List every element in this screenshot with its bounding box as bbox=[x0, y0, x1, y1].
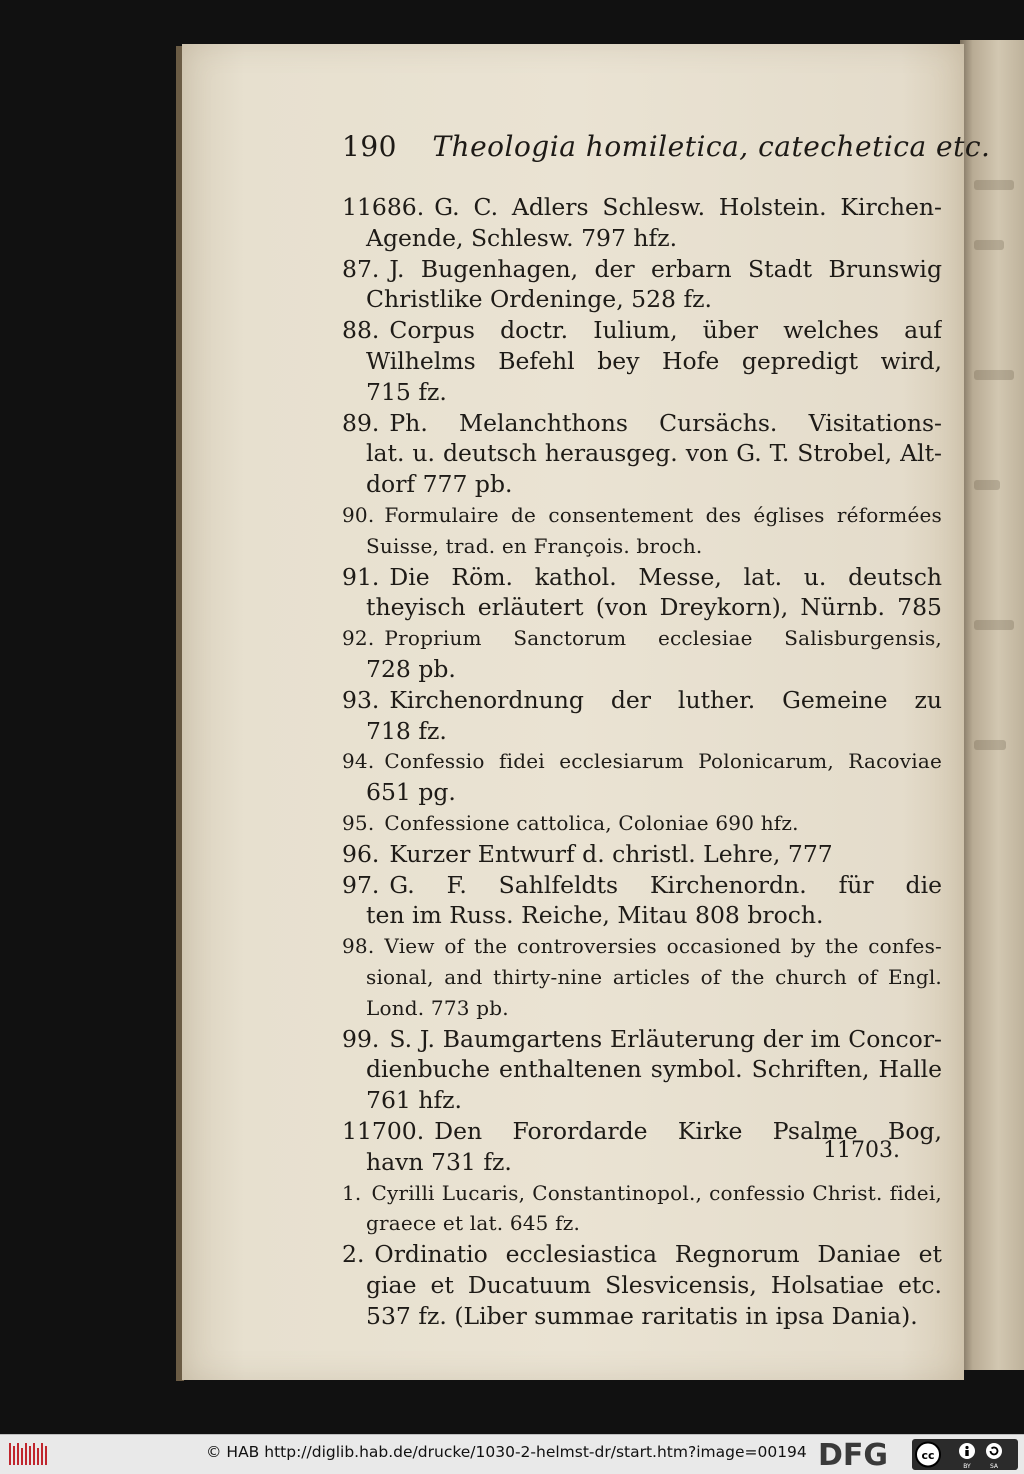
catalog-entry bbox=[342, 500, 942, 562]
entry-text: 728 pb. bbox=[366, 654, 456, 683]
cc-by-sa-icon[interactable] bbox=[912, 1439, 1018, 1470]
hab-barcode-logo bbox=[8, 1441, 48, 1467]
entry-number: 1. bbox=[342, 1180, 362, 1205]
entry-text: Cyrilli Lucaris, Constantinopol., confessio Christ. fidei, bbox=[371, 1180, 942, 1205]
dfg-logo bbox=[818, 1439, 910, 1469]
entry-number: 97. bbox=[342, 870, 380, 899]
svg-text:DFG: DFG bbox=[818, 1439, 889, 1469]
catalog-entry bbox=[342, 562, 942, 624]
entry-number: 90. bbox=[342, 502, 375, 527]
entry-text: Die Röm. kathol. Messe, lat. u. deutsch bbox=[389, 562, 942, 591]
entry-text: 718 fz. bbox=[366, 716, 447, 745]
copyright-link[interactable]: © HAB http://diglib.hab.de/drucke/1030-2-helmst-dr/start.htm?image=00194 bbox=[206, 1443, 807, 1461]
entry-number: 88. bbox=[342, 316, 380, 345]
viewer-footer bbox=[0, 1434, 1024, 1474]
entry-text: Ph. Melanchthons Cursächs. Visitations- bbox=[389, 408, 942, 437]
catchword: 11703. bbox=[823, 1138, 900, 1163]
catalog-entry bbox=[342, 870, 942, 932]
entry-text: J. Bugenhagen, der erbarn Stadt Brunswig bbox=[389, 254, 942, 283]
entry-number: 89. bbox=[342, 408, 380, 437]
entry-text: Agende, Schlesw. 797 hfz. bbox=[366, 223, 678, 252]
entry-text: View of the controversies occasioned by the confes- bbox=[384, 934, 942, 959]
entry-text: G. F. Sahlfeldts Kirchenordn. für die bbox=[389, 870, 942, 899]
catalog-entry bbox=[342, 1239, 942, 1331]
entry-text: S. J. Baumgartens Erläuterung der im Concor- bbox=[389, 1024, 942, 1053]
entry-text: havn 731 fz. bbox=[366, 1147, 512, 1176]
catalog-entry bbox=[342, 254, 942, 316]
entry-text: lat. u. deutsch herausgeg. von G. T. Strobel, Alt- bbox=[366, 439, 942, 468]
entry-text: 537 fz. (Liber summae raritatis in ipsa Dania). bbox=[366, 1301, 918, 1330]
entry-text: ten im Russ. Reiche, Mitau 808 broch. bbox=[366, 901, 824, 930]
entry-number: 96. bbox=[342, 839, 380, 868]
entry-text: giae et Ducatuum Slesvicensis, Holsatiae etc. bbox=[366, 1270, 942, 1299]
svg-text:BY: BY bbox=[963, 1463, 971, 1470]
entry-text: 715 fz. bbox=[366, 377, 447, 406]
entry-text: graece et lat. 645 fz. bbox=[366, 1211, 581, 1236]
entry-number: 95. bbox=[342, 810, 375, 835]
catalog-entry bbox=[342, 408, 942, 500]
entry-text: 651 pg. bbox=[366, 778, 456, 807]
entry-text: Kirchenordnung der luther. Gemeine zu bbox=[389, 685, 942, 714]
entry-text: Corpus doctr. Iulium, über welches auf bbox=[389, 316, 942, 345]
catalog-entry bbox=[342, 839, 942, 870]
running-header bbox=[342, 130, 990, 163]
entry-number: 93. bbox=[342, 685, 380, 714]
catalog-entry bbox=[342, 746, 942, 808]
catalog-entry bbox=[342, 808, 942, 839]
entry-text: Confessio fidei ecclesiarum Polonicarum, Racoviae bbox=[384, 749, 942, 774]
entry-text: dienbuche enthaltenen symbol. Schriften, Halle bbox=[366, 1055, 942, 1084]
entry-number: 11686. bbox=[342, 193, 425, 221]
catalog-entry bbox=[342, 931, 942, 1023]
entry-number: 11700. bbox=[342, 1116, 425, 1145]
entry-text: Formulaire de consentement des églises réformées bbox=[384, 502, 942, 527]
entry-text: Kurzer Entwurf d. christl. Lehre, 777 bbox=[389, 839, 833, 868]
entry-text: dorf 777 pb. bbox=[366, 470, 513, 499]
entry-text: Ordinatio ecclesiastica Regnorum Daniae et bbox=[374, 1240, 942, 1269]
catalog-entry bbox=[342, 1024, 942, 1116]
running-title: Theologia homiletica, catechetica etc. bbox=[432, 130, 991, 163]
entry-text: theyisch erläutert (von Dreykorn), Nürnb. 785 bbox=[366, 593, 942, 622]
entry-text: Proprium Sanctorum ecclesiae Salisburgensis, bbox=[384, 626, 942, 651]
entry-number: 87. bbox=[342, 254, 380, 283]
entry-number: 2. bbox=[342, 1240, 365, 1269]
entry-text: G. C. Adlers Schlesw. Holstein. Kirchen- bbox=[434, 193, 942, 221]
entry-text: 761 hfz. bbox=[366, 1086, 463, 1115]
svg-text:SA: SA bbox=[989, 1463, 999, 1470]
entry-text: Wilhelms Befehl bey Hofe gepredigt wird, bbox=[366, 346, 942, 375]
catalog-entry bbox=[342, 685, 942, 747]
entry-text: Den Forordarde Kirke Psalme Bog, bbox=[434, 1116, 942, 1145]
entry-text: Confessione cattolica, Coloniae 690 hfz. bbox=[384, 810, 799, 835]
entry-text: Christlike Ordeninge, 528 fz. bbox=[366, 285, 713, 314]
svg-text:cc: cc bbox=[921, 1449, 935, 1462]
page-number: 190 bbox=[342, 130, 397, 163]
catalog-entry bbox=[342, 623, 942, 685]
entry-number: 91. bbox=[342, 562, 380, 591]
entry-text: sional, and thirty-nine articles of the church of Engl. bbox=[366, 964, 942, 989]
entry-number: 92. bbox=[342, 626, 375, 651]
entry-text: Lond. 773 pb. bbox=[366, 995, 509, 1020]
catalog-entry bbox=[342, 1178, 942, 1240]
next-page-edge bbox=[960, 40, 1024, 1370]
catalog-entry bbox=[342, 192, 942, 254]
entry-text: Suisse, trad. en François. broch. bbox=[366, 533, 703, 558]
entry-number: 99. bbox=[342, 1024, 380, 1053]
book-page bbox=[182, 44, 991, 1380]
catalog-entry bbox=[342, 315, 942, 407]
entry-number: 98. bbox=[342, 934, 375, 959]
entry-number: 94. bbox=[342, 749, 375, 774]
